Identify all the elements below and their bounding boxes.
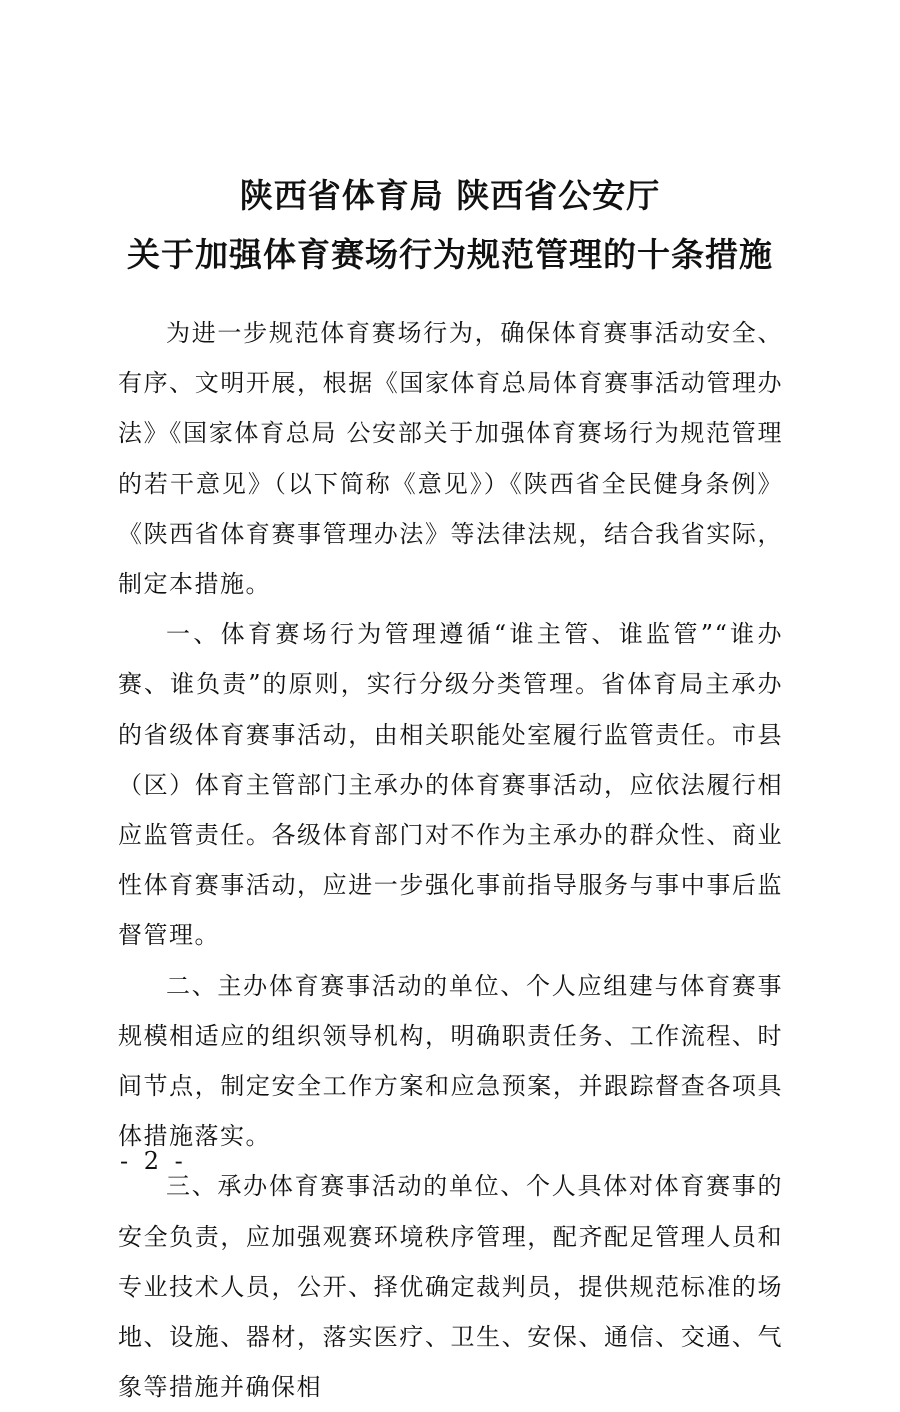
- paragraph-item-3: 三、承办体育赛事活动的单位、个人具体对体育赛事的安全负责，应加强观赛环境秩序管理，配齐配足管理人员和专业技术人员，公开、择优确定裁判员，提供规范标准的场地、设施、器材，落实医疗、卫生、安保、通信、交通、气象等措施并确保相: [118, 1172, 783, 1402]
- paragraph-item-1: 一、体育赛场行为管理遵循“谁主管、谁监管”“谁办赛、谁负责”的原则，实行分级分类管理。省体育局主承办的省级体育赛事活动，由相关职能处室履行监管责任。市县（区）体育主管部门主承办的体育赛事活动，应依法履行相应监管责任。各级体育部门对不作为主承办的群众性、商业性体育赛事活动，应进一步强化事前指导服务与事中事后监督管理。: [118, 620, 783, 950]
- document-title-line-1: 陕西省体育局 陕西省公安厅: [239, 176, 661, 215]
- paragraph-intro: 为进一步规范体育赛场行为，确保体育赛事活动安全、有序、文明开展，根据《国家体育总局体育赛事活动管理办法》《国家体育总局 公安部关于加强体育赛场行为规范管理的若干意见》（以下简称《意见》）《陕西省全民健身条例》《陕西省体育赛事管理办法》等法律法规，结合我省实际，制定本措施。: [118, 319, 783, 599]
- document-body: [118, 308, 783, 1412]
- page-number: - 2 -: [120, 1147, 187, 1175]
- paragraph-item-2: 二、主办体育赛事活动的单位、个人应组建与体育赛事规模相适应的组织领导机构，明确职责任务、工作流程、时间节点，制定安全工作方案和应急预案，并跟踪督查各项具体措施落实。: [118, 971, 783, 1151]
- document-title-line-2: 关于加强体育赛场行为规范管理的十条措施: [127, 235, 773, 274]
